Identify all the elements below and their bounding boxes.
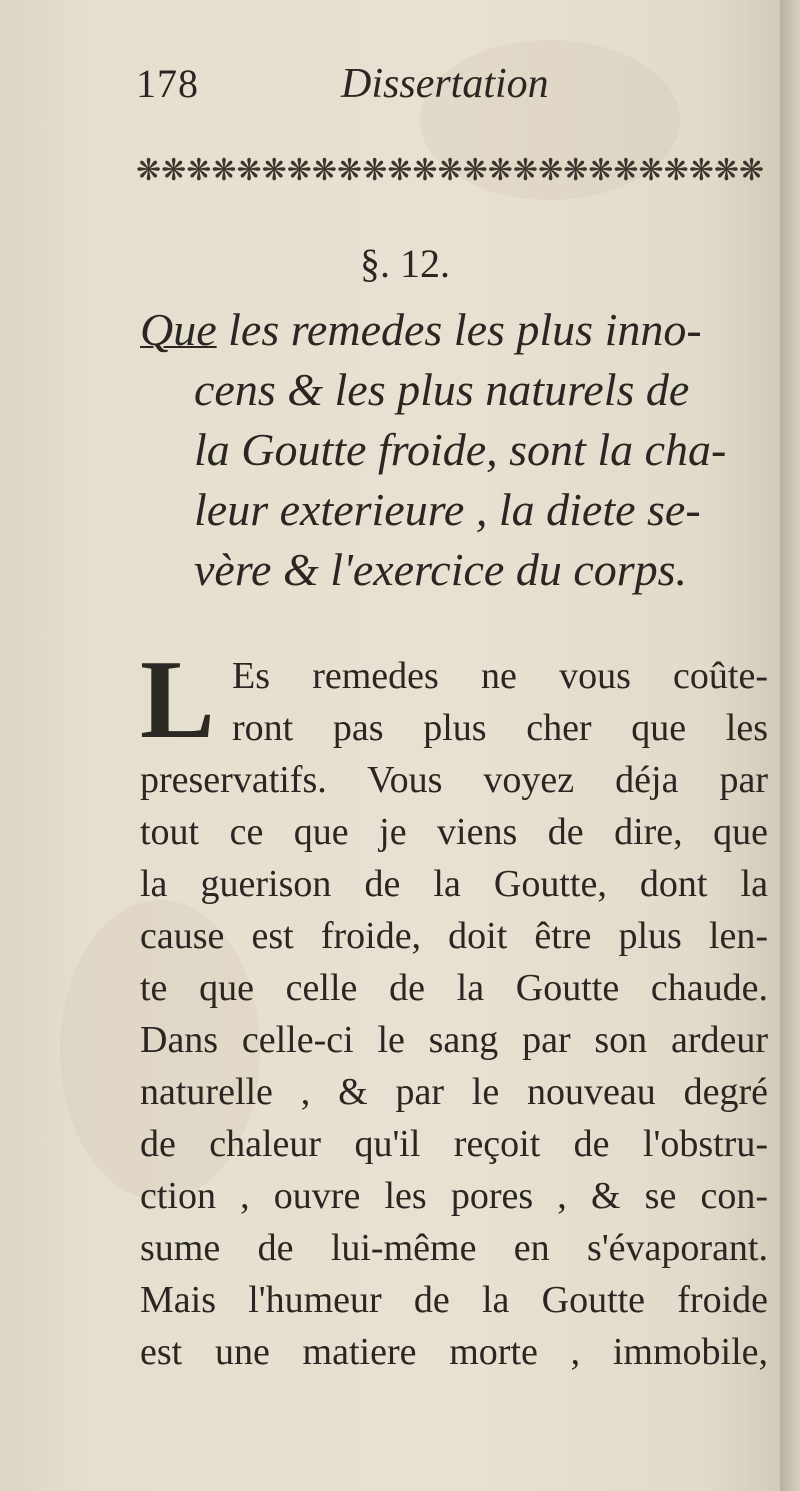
body-line: sume de lui-même en s'évaporant. (140, 1227, 768, 1269)
page-number: 178 (136, 61, 199, 106)
fleuron-ornament: ❋ (487, 153, 513, 187)
body-line: cause est froide, doit être plus len- (140, 915, 768, 957)
body-line: ction , ouvre les pores , & se con- (140, 1175, 768, 1217)
fleuron-ornament: ❋ (186, 153, 212, 187)
fleuron-ornament: ❋ (311, 153, 338, 187)
heading-line: cens & les plus naturels de (194, 364, 690, 415)
body-text (140, 638, 768, 1378)
section-number: §. 12. (360, 241, 450, 286)
body-line: te que celle de la Goutte chaude. (140, 967, 768, 1009)
heading-line: leur exterieure , la diete se- (194, 484, 701, 535)
fleuron-ornament: ❋ (437, 153, 463, 187)
heading-line: la Goutte froide, sont la cha- (194, 424, 727, 475)
fleuron-ornament: ❋ (362, 153, 388, 187)
body-line: Dans celle-ci le sang par son ardeur (140, 1019, 768, 1061)
fleuron-ornament: ❋ (136, 153, 162, 187)
section-heading (140, 300, 770, 600)
fleuron-ornament: ❋ (538, 153, 564, 187)
fleuron-ornament: ❋ (211, 153, 237, 187)
page-edge (780, 0, 800, 1491)
fleuron-ornament: ❋ (713, 153, 740, 187)
body-line: tout ce que je viens de dire, que (140, 811, 768, 853)
fleuron-ornament: ❋ (613, 153, 639, 187)
body-line: preservatifs. Vous voyez déja par (140, 759, 768, 801)
fleuron-ornament: ❋ (512, 153, 539, 187)
body-line: de chaleur qu'il reçoit de l'obstru- (140, 1123, 768, 1165)
heading-line (140, 300, 770, 360)
fleuron-ornament: ❋ (236, 153, 262, 187)
fleuron-ornament: ❋ (387, 153, 413, 187)
fleuron-ornament: ❋ (588, 153, 614, 187)
running-title: Dissertation (341, 61, 549, 107)
fleuron-ornament: ❋ (337, 153, 363, 187)
body-line: naturelle , & par le nouveau degré (140, 1071, 768, 1113)
ornamental-divider (136, 150, 764, 190)
drop-cap: L (140, 638, 215, 762)
fleuron-ornament: ❋ (638, 153, 664, 187)
fleuron-ornament: ❋ (462, 153, 488, 187)
body-line: Mais l'humeur de la Goutte froide (140, 1279, 768, 1321)
fleuron-ornament: ❋ (412, 153, 438, 187)
fleuron-ornament: ❋ (261, 153, 287, 187)
fleuron-ornament: ❋ (161, 153, 187, 187)
running-head (136, 60, 636, 120)
fleuron-ornament: ❋ (286, 153, 312, 187)
fleuron-ornament: ❋ (563, 153, 589, 187)
body-line: la guerison de la Goutte, dont la (140, 863, 768, 905)
heading-first-word: Que (140, 304, 217, 355)
body-line: est une matiere morte , immobile, (140, 1331, 768, 1373)
fleuron-ornament: ❋ (663, 153, 689, 187)
body-line: Es remedes ne vous coûte- (232, 655, 768, 697)
fleuron-ornament: ❋ (739, 153, 765, 187)
fleuron-ornament: ❋ (688, 153, 714, 187)
body-line: ront pas plus cher que les (232, 707, 768, 749)
heading-line-text: les remedes les plus inno- (228, 304, 702, 355)
heading-line: vère & l'exercice du corps. (194, 544, 688, 595)
